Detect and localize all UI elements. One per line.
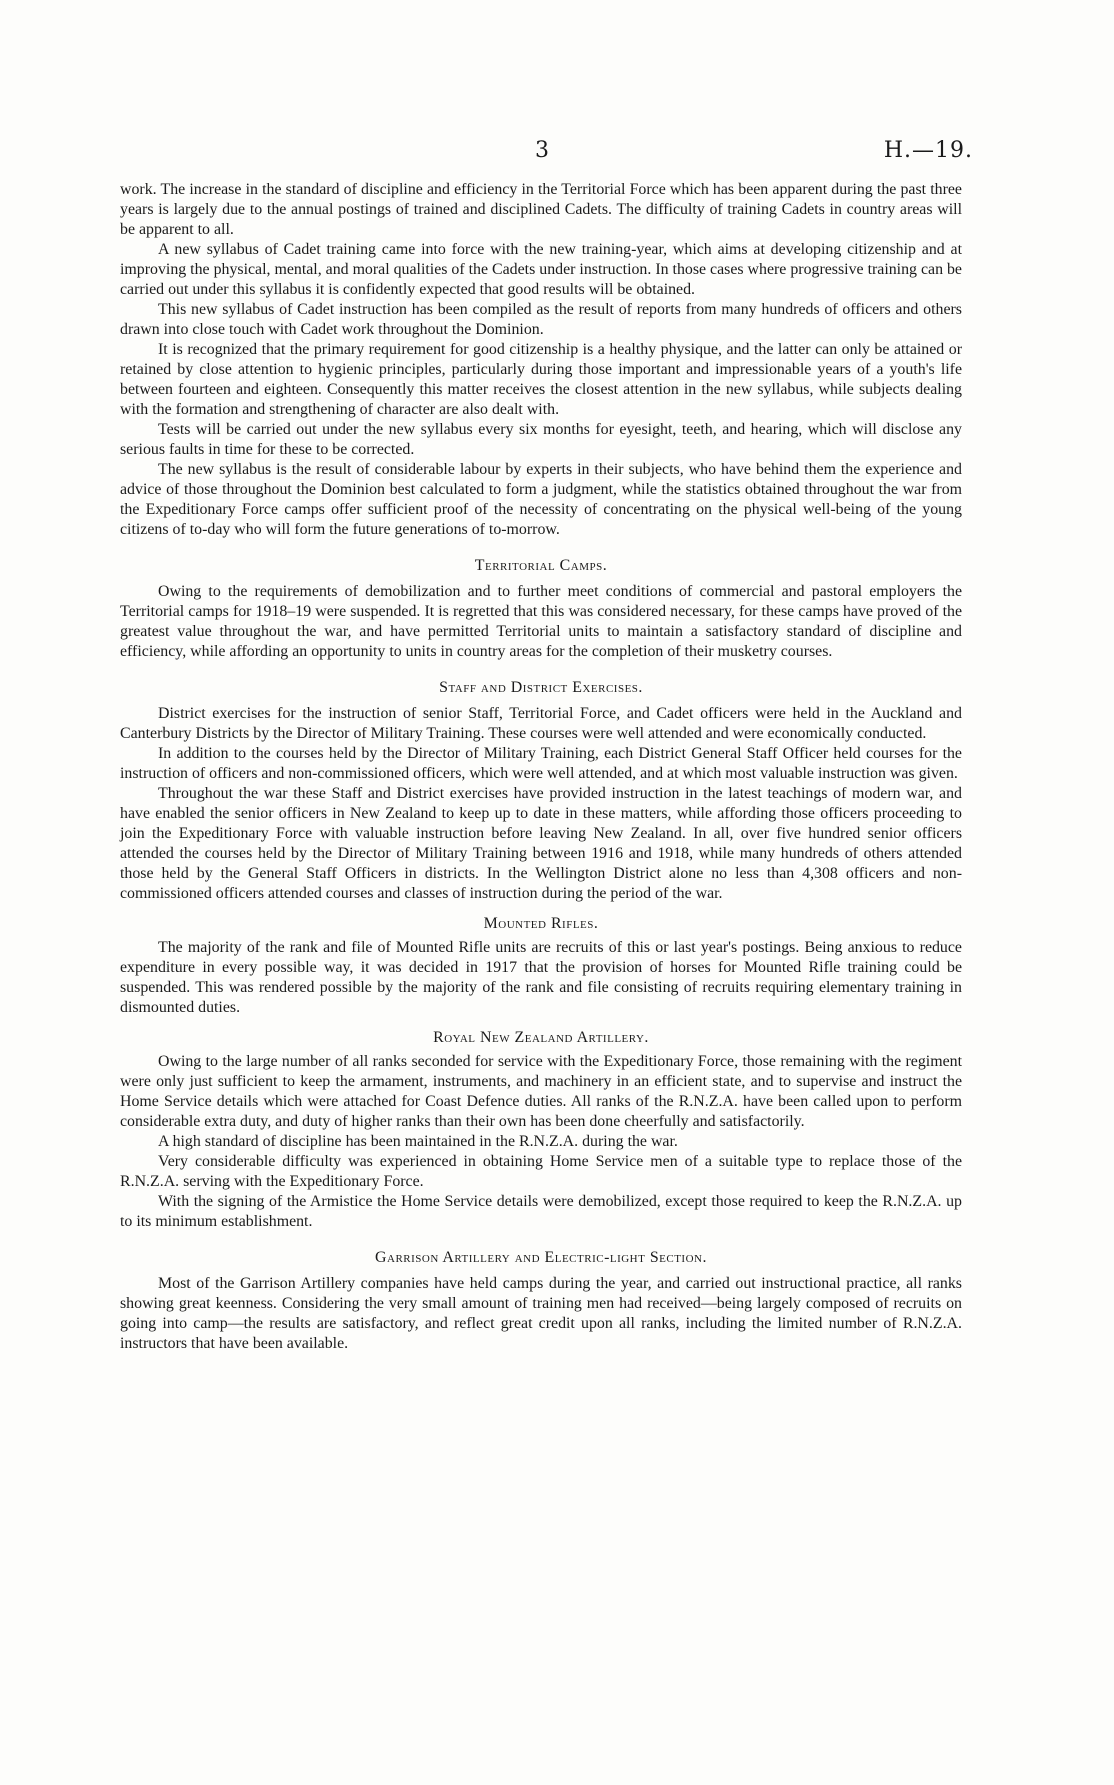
paragraph: A high standard of discipline has been maintained in the R.N.Z.A. during the war. [158,1133,678,1150]
paragraph: It is recognized that the primary requirement for good citizenship is a healthy physique, and the latter can only be attained or retained by close attention to hygienic principles, particularly during those important and impressionable years of a youth's life between fourteen and eighteen. Consequently this matter receives the closest attention in the new syllabus, while subjects dealing with the formation and strengthening of character are also dealt with. [120,341,962,418]
paragraph: The majority of the rank and file of Mounted Rifle units are recruits of this or last year's postings. Being anxious to reduce expenditure in every possible way, it was decided in 1917 that the provision of horses for Mounted Rifle training could be suspended. This was rendered possible by the majority of the rank and file consisting of recruits requiring elementary training in dismounted duties. [120,939,962,1016]
paragraph: The new syllabus is the result of considerable labour by experts in their subjects, who have behind them the experience and advice of those throughout the Dominion best calculated to form a judgment, while the statistics obtained throughout the war from the Expeditionary Force camps offer sufficient proof of the necessity of concentrating on the physical well-being of the young citizens of to-day who will form the future generations of to-morrow. [120,461,962,538]
document-body [120,180,962,1354]
paragraph: Throughout the war these Staff and District exercises have provided instruction in the latest teachings of modern war, and have enabled the senior officers in New Zealand to keep up to date in these matters, while affording those officers proceeding to join the Expeditionary Force with valuable instruction before leaving New Zealand. In all, over five hundred senior officers attended the courses held by the Director of Military Training between 1916 and 1918, while many hundreds of others attended those held by the General Staff Officers in districts. In the Wellington District alone no less than 4,308 officers and non-commissioned officers attended courses and classes of instruction during the period of the war. [120,785,962,902]
paragraph: work. The increase in the standard of discipline and efficiency in the Territorial Force which has been apparent during the past three years is largely due to the annual postings of trained and disciplined Cadets. The difficulty of training Cadets in country areas will be apparent to all. [120,181,962,238]
document-reference: H.—19. [883,138,973,163]
paragraph: District exercises for the instruction of senior Staff, Territorial Force, and Cadet officers were held in the Auckland and Canterbury Districts by the Director of Military Training. These courses were well attended and were economically conducted. [120,705,962,742]
paragraph: In addition to the courses held by the Director of Military Training, each District General Staff Officer held courses for the instruction of officers and non-commissioned officers, which were well attended, and at which most valuable instruction was given. [120,745,962,782]
section-heading-staff-exercises: Staff and District Exercises. [439,679,643,696]
page-number: 3 [535,138,549,163]
page-header [0,138,1114,168]
section-heading-artillery: Royal New Zealand Artillery. [433,1029,649,1046]
paragraph: Tests will be carried out under the new syllabus every six months for eyesight, teeth, and hearing, which will disclose any serious faults in time for these to be corrected. [120,421,962,458]
section-heading-garrison: Garrison Artillery and Electric-light Section. [375,1249,707,1266]
paragraph: Most of the Garrison Artillery companies have held camps during the year, and carried out instructional practice, all ranks showing great keenness. Considering the very small amount of training men had received—being largely composed of recruits on going into camp—the results are satisfactory, and reflect great credit upon all ranks, including the limited number of R.N.Z.A. instructors that have been available. [120,1275,962,1352]
section-heading-mounted-rifles: Mounted Rifles. [483,915,599,932]
paragraph: A new syllabus of Cadet training came into force with the new training-year, which aims at developing citizenship and at improving the physical, mental, and moral qualities of the Cadets under instruction. In those cases where progressive training can be carried out under this syllabus it is confidently expected that good results will be obtained. [120,241,962,298]
paragraph: With the signing of the Armistice the Home Service details were demobilized, except those required to keep the R.N.Z.A. up to its minimum establishment. [120,1193,962,1230]
paragraph: Very considerable difficulty was experienced in obtaining Home Service men of a suitable type to replace those of the R.N.Z.A. serving with the Expeditionary Force. [120,1153,962,1190]
paragraph: Owing to the requirements of demobilization and to further meet conditions of commercial and pastoral employers the Territorial camps for 1918–19 were suspended. It is regretted that this was considered necessary, for these camps have proved of the greatest value throughout the war, and have permitted Territorial units to maintain a satisfactory standard of discipline and efficiency, while affording an opportunity to units in country areas for the completion of their musketry courses. [120,583,962,660]
paragraph: This new syllabus of Cadet instruction has been compiled as the result of reports from many hundreds of officers and others drawn into close touch with Cadet work throughout the Dominion. [120,301,962,338]
paragraph: Owing to the large number of all ranks seconded for service with the Expeditionary Force, those remaining with the regiment were only just sufficient to keep the armament, instruments, and machinery in an efficient state, and to supervise and instruct the Home Service details which were attached for Coast Defence duties. All ranks of the R.N.Z.A. have been called upon to perform considerable extra duty, and duty of higher ranks than their own has been done cheerfully and satisfactorily. [120,1053,962,1130]
section-heading-territorial-camps: Territorial Camps. [474,557,608,574]
